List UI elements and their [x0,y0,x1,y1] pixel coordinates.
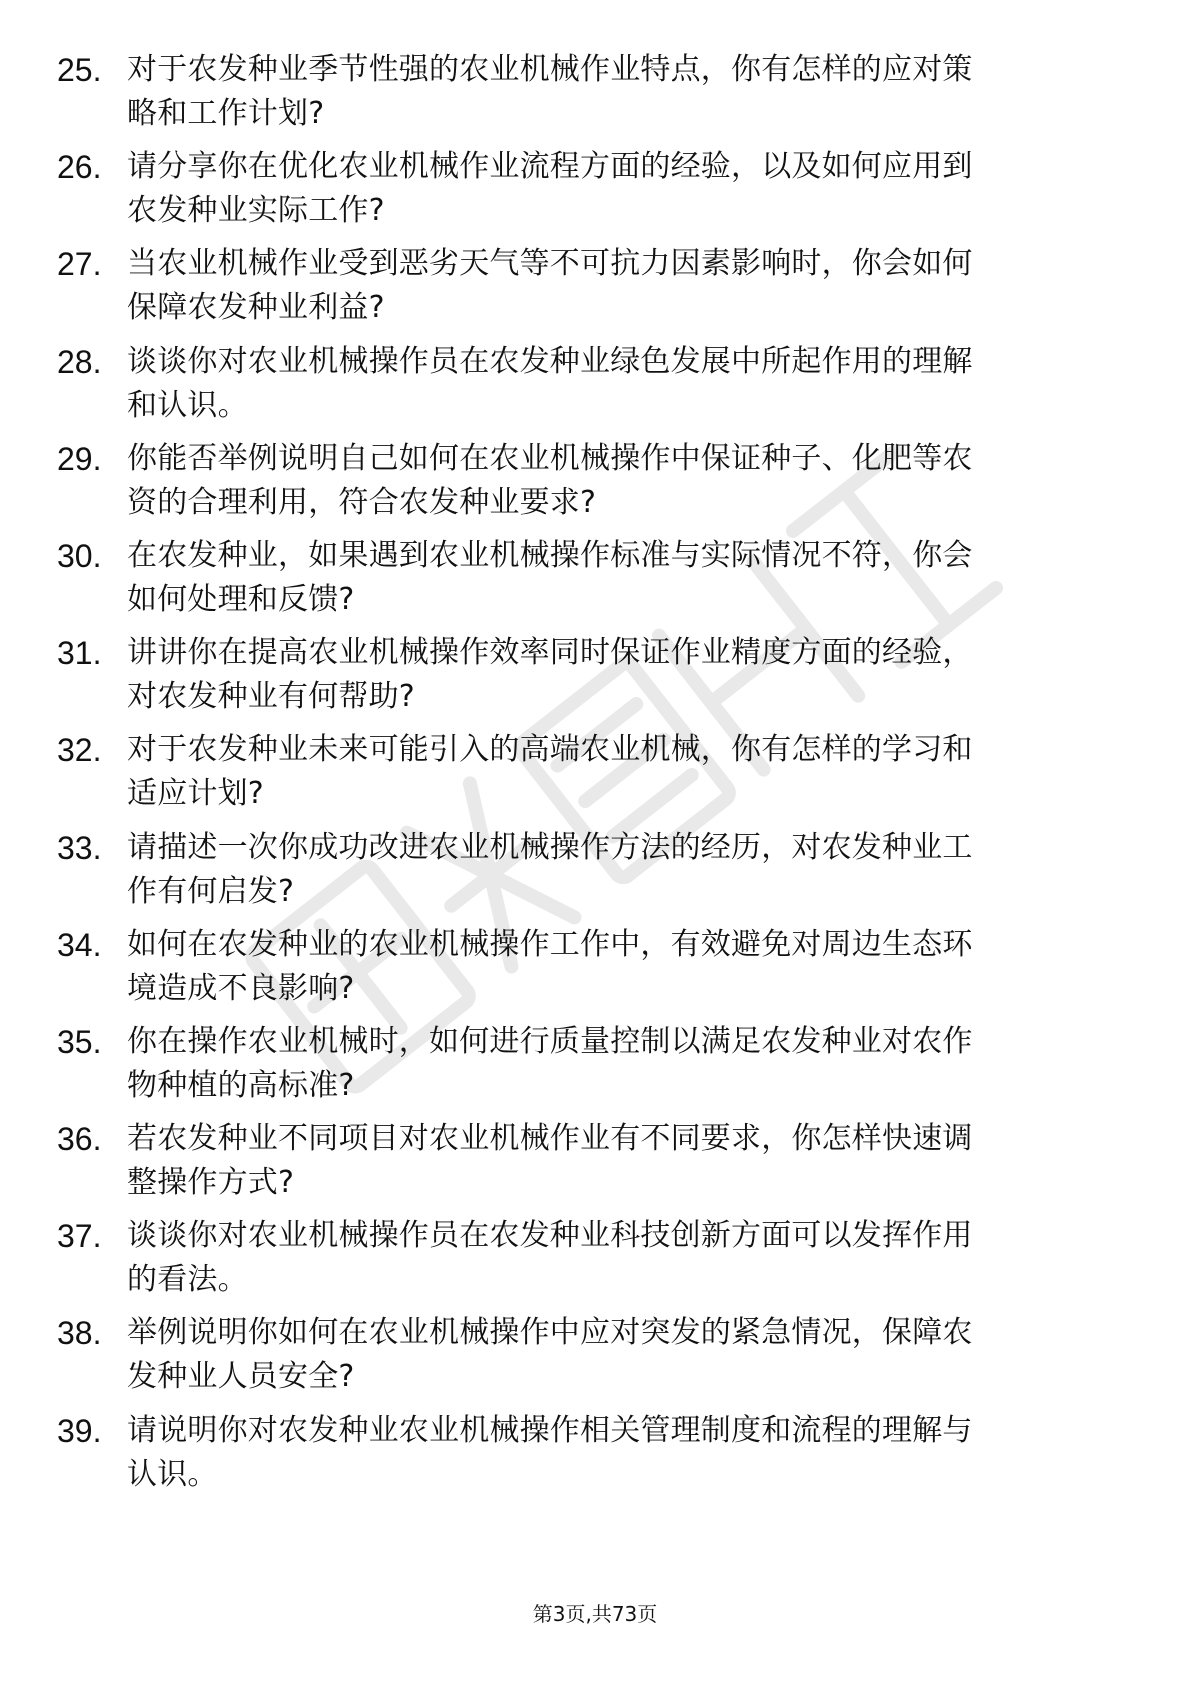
question-text [127,48,1127,136]
question-item [0,340,1190,437]
question-text [127,1214,1127,1302]
question-line: 请说明你对农发种业农业机械操作相关管理制度和流程的理解与 [127,1412,973,1448]
question-text [127,1020,1127,1108]
question-number: 35. [57,1023,102,1060]
question-text [127,631,1127,719]
question-line: 境造成不良影响? [127,970,355,1006]
question-item [0,728,1190,825]
question-number: 31. [57,635,102,672]
question-number: 38. [57,1315,102,1352]
question-line: 的看法。 [127,1262,248,1298]
page-number-label: 第3页,共73页 [532,1602,658,1626]
question-line: 物种植的高标准? [127,1067,355,1103]
question-item [0,1409,1190,1506]
question-line: 作有何启发? [127,873,295,909]
page-footer [0,1598,1190,1627]
question-number: 36. [57,1121,102,1158]
question-line: 资的合理利用，符合农发种业要求? [127,484,597,520]
question-line: 若农发种业不同项目对农业机械作业有不同要求，你怎样快速调 [127,1121,973,1157]
question-text [127,1117,1127,1205]
question-line: 发种业人员安全? [127,1359,355,1395]
question-number: 33. [57,829,102,866]
question-line: 如何在农发种业的农业机械操作工作中，有效避免对周边生态环 [127,926,973,962]
question-number: 34. [57,926,102,963]
question-item [0,1214,1190,1311]
question-item [0,437,1190,534]
question-text [127,923,1127,1011]
question-item [0,1117,1190,1214]
question-line: 保障农发种业利益? [127,290,385,326]
question-item [0,48,1190,145]
question-text [127,728,1127,816]
question-text [127,826,1127,914]
question-line: 和认识。 [127,387,248,423]
question-number: 29. [57,440,102,477]
question-item [0,631,1190,728]
question-text [127,1311,1127,1399]
question-line: 农发种业实际工作? [127,193,385,229]
question-line: 对于农发种业季节性强的农业机械作业特点，你有怎样的应对策 [127,52,973,87]
question-number: 28. [57,343,102,380]
question-item [0,1311,1190,1408]
question-number: 39. [57,1412,102,1449]
question-number: 26. [57,149,102,186]
question-line: 认识。 [127,1456,218,1492]
question-text [127,340,1127,428]
question-line: 对农发种业有何帮助? [127,679,415,715]
question-text [127,1409,1127,1497]
question-text [127,145,1127,233]
question-line: 适应计划? [127,776,264,812]
question-number: 32. [57,732,102,769]
question-line: 整操作方式? [127,1165,295,1201]
question-text [127,242,1127,330]
question-item [0,145,1190,242]
question-item [0,826,1190,923]
question-text [127,534,1127,622]
question-number: 25. [57,52,102,88]
question-line: 谈谈你对农业机械操作员在农发种业科技创新方面可以发挥作用 [127,1218,973,1254]
question-list [0,48,1190,1506]
question-number: 27. [57,246,102,283]
question-line: 对于农发种业未来可能引入的高端农业机械，你有怎样的学习和 [127,732,973,768]
question-item [0,1020,1190,1117]
question-line: 请分享你在优化农业机械作业流程方面的经验，以及如何应用到 [127,149,973,185]
question-line: 在农发种业，如果遇到农业机械操作标准与实际情况不符，你会 [127,537,973,573]
question-line: 你在操作农业机械时，如何进行质量控制以满足农发种业对农作 [127,1023,973,1059]
question-line: 谈谈你对农业机械操作员在农发种业绿色发展中所起作用的理解 [127,343,973,379]
question-line: 请描述一次你成功改进农业机械操作方法的经历，对农发种业工 [127,829,973,865]
question-item [0,923,1190,1020]
question-line: 举例说明你如何在农业机械操作中应对突发的紧急情况，保障农 [127,1315,973,1351]
question-number: 30. [57,537,102,574]
question-line: 当农业机械作业受到恶劣天气等不可抗力因素影响时，你会如何 [127,246,973,282]
question-line: 略和工作计划? [127,96,325,131]
question-line: 你能否举例说明自己如何在农业机械操作中保证种子、化肥等农 [127,440,973,476]
question-number: 37. [57,1218,102,1255]
question-item [0,534,1190,631]
question-line: 讲讲你在提高农业机械操作效率同时保证作业精度方面的经验， [127,635,973,671]
question-item [0,242,1190,339]
question-line: 如何处理和反馈? [127,581,355,617]
question-text [127,437,1127,525]
